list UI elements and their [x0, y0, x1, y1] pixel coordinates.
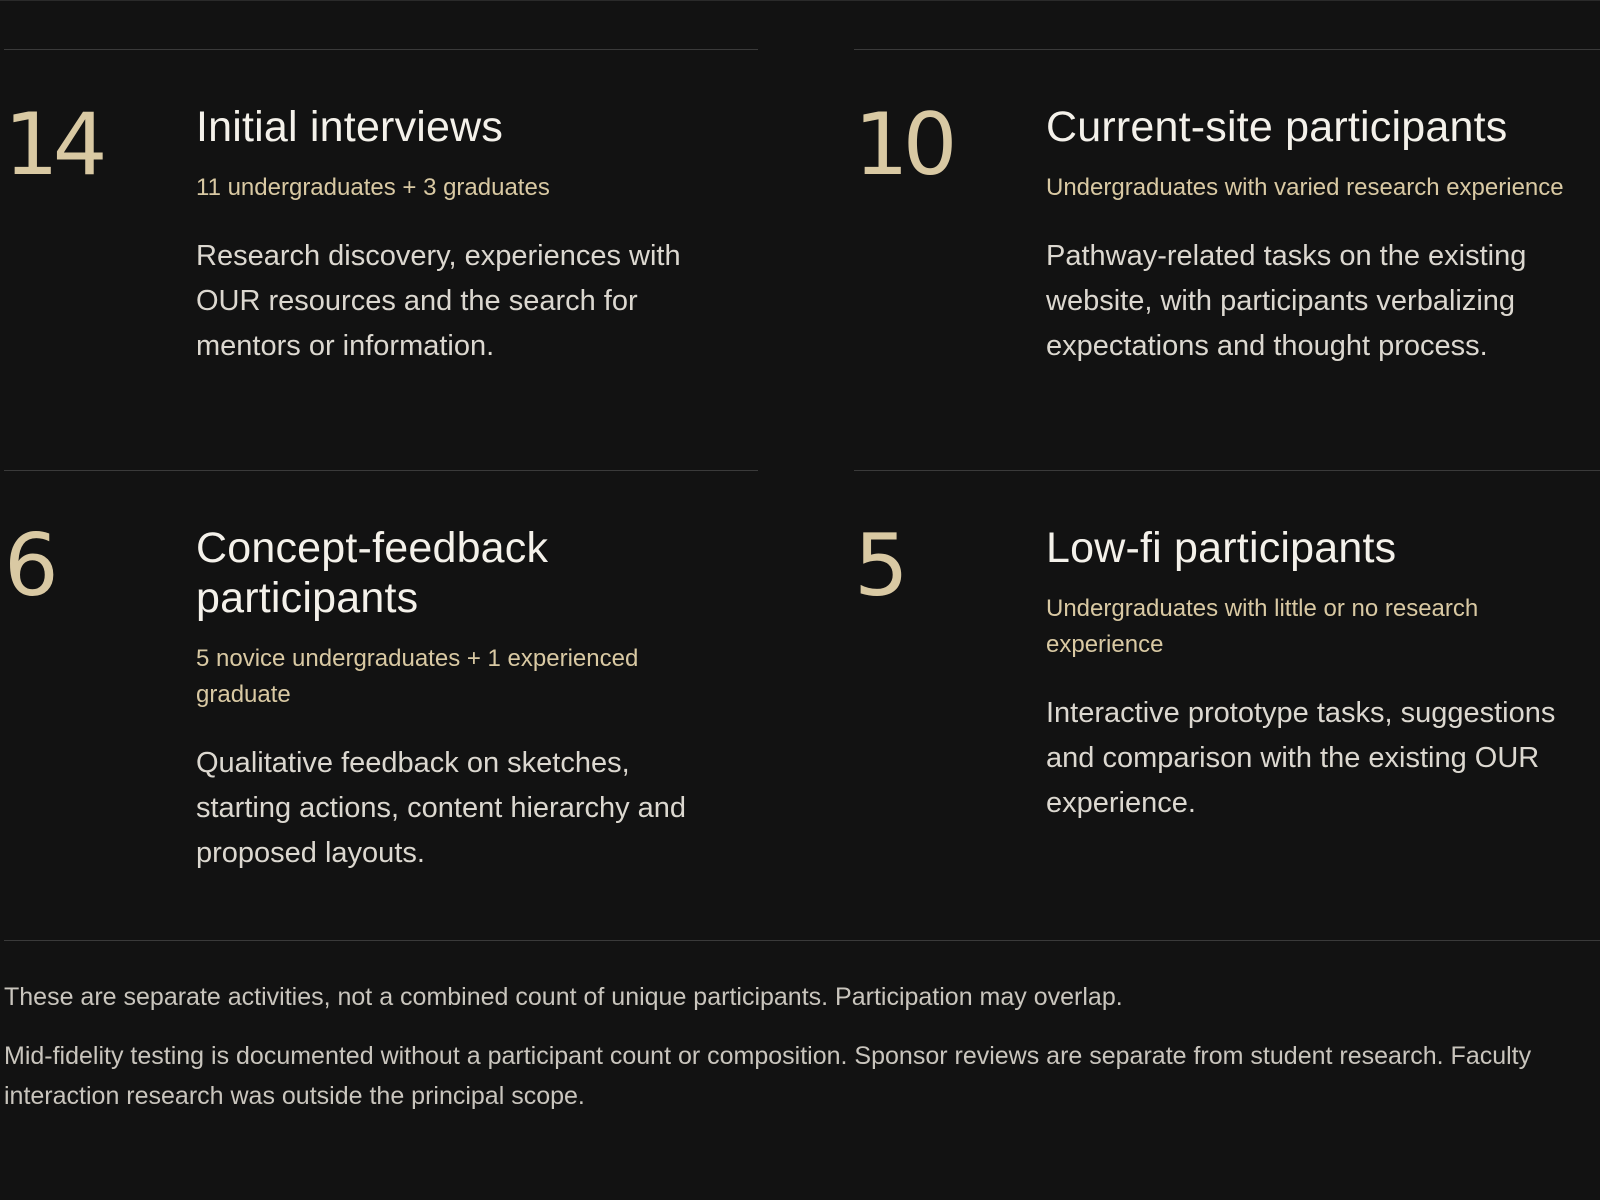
- activities-row-2: [4, 470, 1600, 940]
- activity-subtitle: Undergraduates with varied research experience: [1046, 174, 1564, 201]
- activity-title: Initial interviews: [196, 103, 504, 151]
- activity-content: [1046, 523, 1590, 826]
- activity-count: 10: [854, 95, 952, 195]
- activity-title: Current-site participants: [1046, 103, 1508, 151]
- activity-content: [1046, 102, 1590, 369]
- activity-description: Interactive prototype tasks, suggestions and comparison with the existing OUR experience.: [1046, 697, 1556, 819]
- activity-count: 14: [4, 95, 102, 195]
- activity-title: Concept-feedback participants: [196, 524, 549, 622]
- top-divider: [0, 0, 1600, 1]
- activity-subtitle: 5 novice undergraduates + 1 experienced graduate: [196, 645, 639, 708]
- activity-card-low-fi-participants: [854, 470, 1600, 940]
- activity-content: [196, 102, 728, 369]
- activity-count: 6: [4, 516, 53, 616]
- activity-description: Research discovery, experiences with OUR resources and the search for mentors or information.: [196, 240, 681, 362]
- activity-subtitle: 11 undergraduates + 3 graduates: [196, 174, 550, 201]
- activity-description: Qualitative feedback on sketches, starting actions, content hierarchy and proposed layouts.: [196, 747, 687, 869]
- activity-card-current-site-participants: [854, 49, 1600, 470]
- activities-row-1: [4, 49, 1600, 470]
- activity-card-concept-feedback: [4, 470, 758, 940]
- activities-grid: [4, 49, 1600, 940]
- footer-note: Mid-fidelity testing is documented without a participant count or composition. Sponsor reviews are separate from student research. Faculty interaction research was outside the principal scope.: [4, 1042, 1532, 1110]
- activity-title: Low-fi participants: [1046, 524, 1397, 572]
- activity-count: 5: [854, 516, 903, 616]
- activity-card-initial-interviews: [4, 49, 758, 470]
- activity-description: Pathway-related tasks on the existing website, with participants verbalizing expectations and thought process.: [1046, 240, 1527, 362]
- activity-subtitle: Undergraduates with little or no research experience: [1046, 595, 1479, 658]
- footer-note: These are separate activities, not a combined count of unique participants. Participation may overlap.: [4, 983, 1123, 1011]
- footer-notes: [4, 940, 1600, 1116]
- activity-content: [196, 523, 728, 876]
